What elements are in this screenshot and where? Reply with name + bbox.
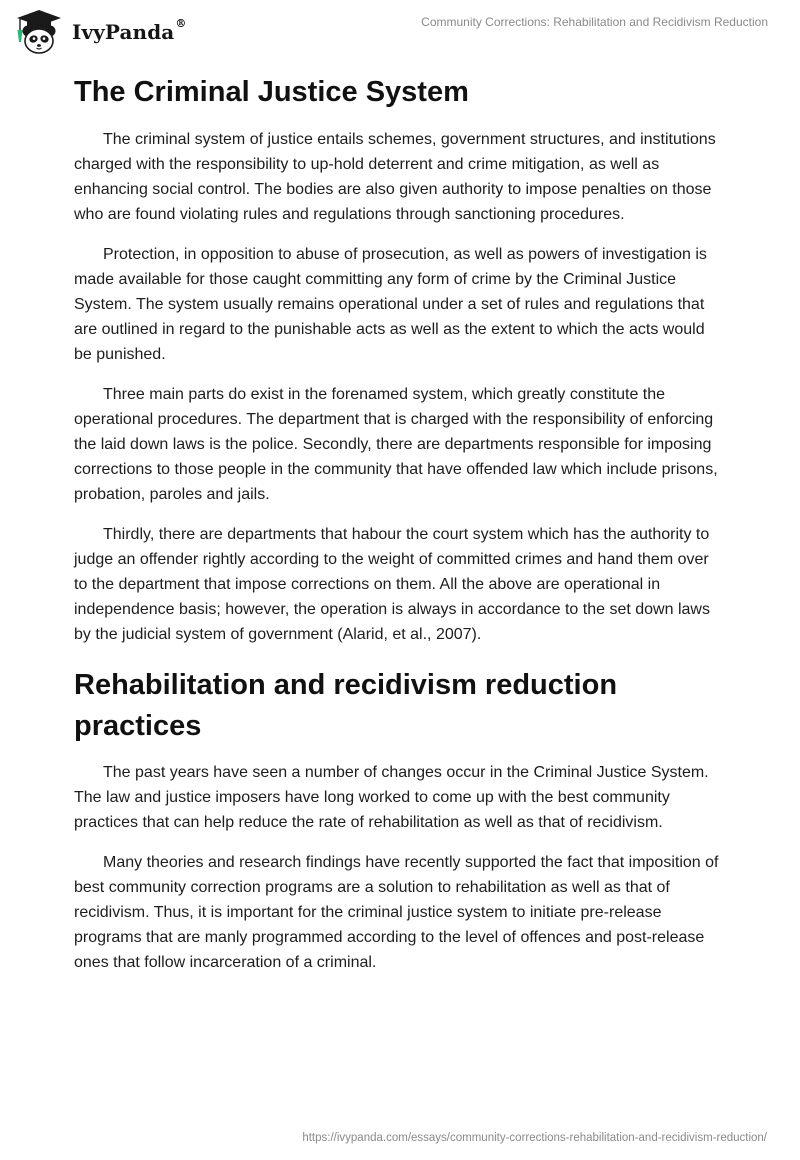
running-title: Community Corrections: Rehabilitation and Recidivism Reduction — [421, 15, 768, 29]
page-header — [0, 0, 800, 60]
section-heading: The Criminal Justice System — [74, 76, 469, 108]
brand-logo[interactable] — [14, 8, 186, 56]
panda-graduation-cap-icon — [14, 9, 64, 55]
paragraph: The criminal system of justice entails schemes, government structures, and institutions charged with the responsibility to up-hold deterrent and crime mitigation, as well as enhancing social control. The bodies are also given authority to impose penalties on those who are found violating rules and regulations through sanctioning procedures. — [74, 131, 716, 223]
paragraph: The past years have seen a number of changes occur in the Criminal Justice System. The law and justice imposers have long worked to come up with the best community practices that can help reduce the rate of rehabilitation as well as that of recidivism. — [74, 764, 709, 831]
paragraph: Many theories and research findings have recently supported the fact that imposition of best community correction programs are a solution to rehabilitation as well as that of recidivism. Thus, it is important for the criminal justice system to initiate pre-release programs that are manly programmed according to the level of offences and post-release ones that follow incarceration of a criminal. — [74, 854, 719, 971]
paragraph: Protection, in opposition to abuse of prosecution, as well as powers of investigation is made available for those caught committing any form of crime by the Criminal Justice System. The system usually remains operational under a set of rules and regulations that are outlined in regard to the punishable acts as well as the extent to which the acts would be punished. — [74, 246, 707, 363]
registered-mark: ® — [175, 17, 187, 30]
paragraph: Three main parts do exist in the forenamed system, which greatly constitute the operational procedures. The department that is charged with the responsibility of enforcing the laid down laws is the police. Secondly, there are departments responsible for imposing corrections to those people in the community that have offended law which include prisons, probation, paroles and jails. — [74, 386, 718, 503]
brand-name: IvyPanda® — [72, 17, 187, 44]
paragraph: Thirdly, there are departments that habour the court system which has the authority to judge an offender rightly according to the weight of committed crimes and hand them over to the department that impose corrections on them. All the above are operational in independence basis; however, the operation is always in accordance to the set down laws by the judicial system of government (Alarid, et al., 2007). — [74, 526, 710, 643]
essay-body — [74, 70, 726, 990]
section-heading: Rehabilitation and recidivism reduction practices — [74, 669, 618, 742]
source-url-link[interactable]: https://ivypanda.com/essays/community-corrections-rehabilitation-and-recidivism-reduction/ — [302, 1132, 767, 1144]
